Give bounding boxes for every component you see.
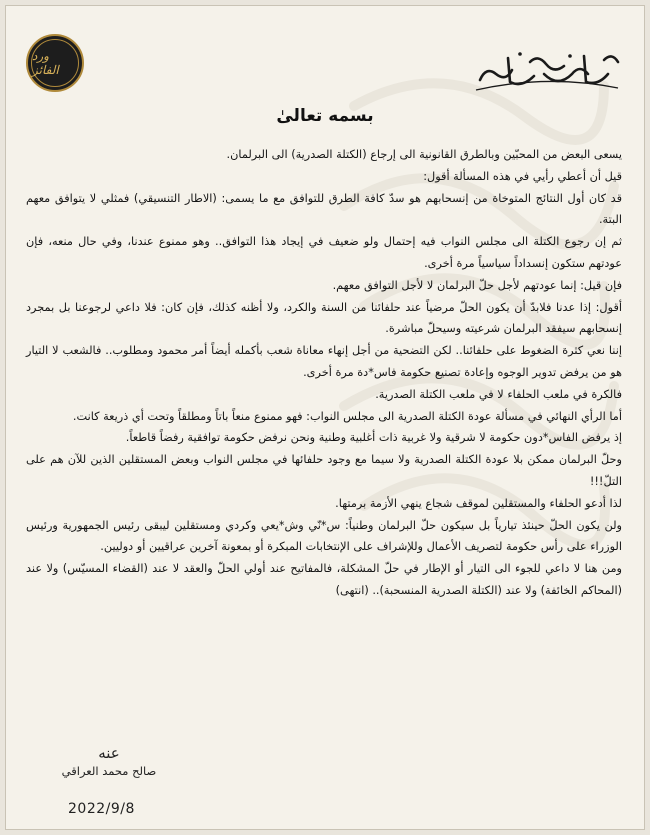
document-page — [5, 5, 645, 830]
paragraph: لذا أدعو الحلفاء والمستقلين لموقف شجاع ينهي الأزمة برمتها. — [335, 496, 622, 510]
closing-signature — [34, 744, 184, 778]
paragraph: قيل أن أعطي رأيي في هذه المسألة أقول: — [423, 169, 622, 183]
seal-logo — [26, 34, 84, 92]
signature-mark: عنه — [98, 744, 120, 762]
paragraph: إذ يرفض الفاس*دون حكومة لا شرقية ولا غربية ذات أغلبية وطنية ونحن نرفض حكومة توافقية رفضاً قاطعاً. — [125, 431, 622, 445]
paragraph: فالكرة في ملعب الحلفاء لا في ملعب الكتلة الصدرية. — [375, 387, 622, 401]
author-name: صالح محمد العراقي — [61, 764, 157, 778]
paragraph: أما الرأي النهائي في مسألة عودة الكتلة الصدرية الى مجلس النواب: فهو ممنوع منعاً باتاً ومطلقاً وتحت أي ذريعة كانت. — [72, 409, 622, 423]
statement-body — [26, 144, 622, 602]
basmala-heading: بسمه تعالىٰ — [276, 106, 374, 126]
paragraph: فإن قيل: إنما عودتهم لأجل حلّ البرلمان لا لأجل التوافق معهم. — [332, 278, 622, 292]
signature-logo — [472, 44, 622, 94]
seal-inner: ورد الفائز — [31, 39, 79, 87]
paragraph: ثم إن رجوع الكتلة الى مجلس النواب فيه إحتمال ولو ضعيف في إيجاد هذا التوافق.. وهو ممنوع عندنا، وفي حال منعه، فإن عودتهم ستكون إنسداداً سياسياً مرة أخرى. — [26, 235, 622, 270]
paragraph: وحلّ البرلمان ممكن بلا عودة الكتلة الصدرية ولا سيما مع وجود حلفائها في مجلس النواب وبعض المستقلين الذين للآن هم على التلّ!!! — [26, 453, 622, 488]
paragraph: يسعى البعض من المحبّين وبالطرق القانونية الى إرجاع (الكتلة الصدرية) الى البرلمان. — [226, 148, 622, 161]
document-date: 2022/9/8 — [68, 801, 135, 817]
paragraph: أقول: إذا عدنا فلابدّ أن يكون الحلّ مرضياً عند حلفائنا من السنة والكرد، ولا أظنه كذلك، فإن كان: فلا داعي لرجوعنا بل بمجرد إنسحابهم سيفقد البرلمان شرعيته وسيحلّ مباشرة. — [26, 300, 622, 336]
paragraph: ولن يكون الحلّ حينئذ تيارياً بل سيكون حلّ البرلمان وطنياً: س*نّي وش*يعي وكردي ومستقلين ليبقى رئيس الجمهورية ورئيس الوزراء على رأس حكومة لتصريف الأعمال وللإشراف على الإنتخابات المبكرة أو بمعونة آخرين عراقيين أو دوليين. — [26, 518, 622, 554]
paragraph: ومن هنا لا داعي للجوء الى التيار أو الإطار في حلّ المشكلة، فالمفاتيح عند أولي الحلّ والعقد لا عند (القضاء المسيّس) ولا عند (المحاكم الخائفة) ولا عند (الكتلة الصدرية المنسحبة).. (انتهى) — [26, 562, 622, 597]
paragraph: إننا نعي كثرة الضغوط على حلفائنا.. لكن التضحية من أجل إنهاء معاناة شعب بأكمله أيضاً أمر محمود ومطلوب.. فالشعب لا التيار هو من يرفض تدوير الوجوه وإعادة تصنيع حكومة فاس*دة مرة أخرى. — [26, 344, 622, 379]
paragraph: قد كان أول النتائج المتوخاة من إنسحابهم هو سدّ كافة الطرق للتوافق مع ما يسمى: (الاطار التنسيقي) فمثلي لا يتوافق معهم البتة. — [26, 191, 622, 227]
